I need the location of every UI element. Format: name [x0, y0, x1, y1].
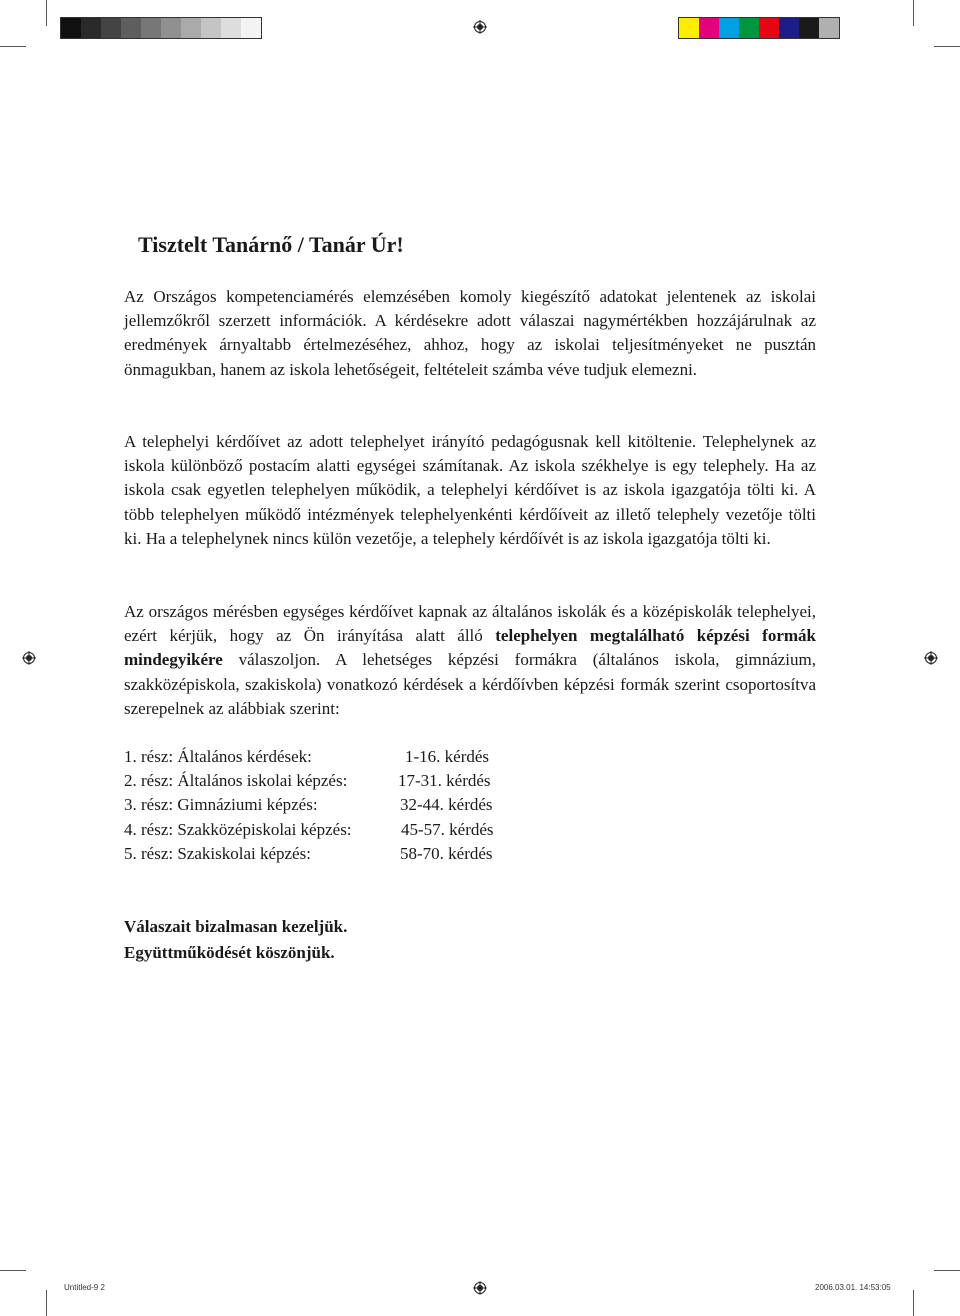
registration-mark-icon	[924, 651, 938, 665]
part-label: 5. rész: Szakiskolai képzés:	[124, 843, 311, 863]
thanks-line: Együttműködését köszönjük.	[124, 943, 335, 962]
part-label: 3. rész: Gimnáziumi képzés:	[124, 795, 318, 815]
crop-mark	[0, 1270, 26, 1271]
question-range: 32-44. kérdés	[400, 795, 493, 815]
emphasis-text: telephelyen megtalálható képzési formák mindegyikére	[124, 626, 816, 670]
crop-mark	[913, 0, 914, 26]
list-item	[124, 842, 494, 866]
crop-mark	[934, 1270, 960, 1271]
registration-mark-icon	[473, 1281, 487, 1295]
crop-mark	[46, 1290, 47, 1316]
crop-mark	[0, 46, 26, 47]
paragraph-text: Az országos mérésben egységes kérdőívet kapnak az általános iskolák és a középiskolák telephelyei, ezért kérjük, hogy az Ön irányítása alatt álló	[124, 602, 816, 646]
questionnaire-parts-list	[124, 745, 494, 866]
color-swatch	[719, 18, 739, 38]
color-swatch	[141, 18, 161, 38]
grayscale-color-bar	[60, 17, 262, 39]
paragraph-text: válaszoljon. A lehetséges képzési formákra (általános iskola, gimnázium, szakközépiskola, szakiskola) vonatkozó kérdések a kérdőívben képzési formák szerint csoportosítva szerepelnek az alábbiak szerint:	[124, 650, 816, 718]
confidentiality-line: Válaszait bizalmasan kezeljük.	[124, 917, 348, 936]
color-swatch	[61, 18, 81, 38]
question-range: 17-31. kérdés	[398, 771, 491, 791]
crop-mark	[46, 0, 47, 26]
color-swatch	[101, 18, 121, 38]
list-item	[124, 745, 494, 769]
color-swatch	[759, 18, 779, 38]
list-item	[124, 769, 494, 793]
color-swatch	[201, 18, 221, 38]
cmyk-color-bar	[678, 17, 840, 39]
training-forms-paragraph	[124, 600, 816, 721]
crop-mark	[934, 46, 960, 47]
slug-filename: Untitled-9 2	[64, 1283, 105, 1292]
color-swatch	[679, 18, 699, 38]
color-swatch	[161, 18, 181, 38]
crop-mark	[913, 1290, 914, 1316]
color-swatch	[81, 18, 101, 38]
question-range: 45-57. kérdés	[401, 819, 494, 839]
registration-mark-icon	[473, 20, 487, 34]
color-swatch	[779, 18, 799, 38]
part-label: 4. rész: Szakközépiskolai képzés:	[124, 819, 352, 839]
greeting-heading: Tisztelt Tanárnő / Tanár Úr!	[138, 232, 404, 257]
color-swatch	[819, 18, 839, 38]
part-label: 1. rész: Általános kérdések:	[124, 747, 312, 766]
color-swatch	[739, 18, 759, 38]
color-swatch	[241, 18, 261, 38]
question-range: 1-16. kérdés	[405, 747, 490, 766]
color-swatch	[181, 18, 201, 38]
color-swatch	[121, 18, 141, 38]
color-swatch	[221, 18, 241, 38]
closing-remarks	[124, 914, 347, 966]
part-label: 2. rész: Általános iskolai képzés:	[124, 771, 348, 791]
color-swatch	[699, 18, 719, 38]
site-questionnaire-paragraph: A telephelyi kérdőívet az adott telephelyet irányító pedagógusnak kell kitöltenie. Telephelynek az iskola különböző postacím alatti egységei számítanak. Az iskola székhelye is egy telephely. Ha az iskola csak egyetlen telephelyen működik, a telephelyi kérdőívet is az iskola igazgatója tölti ki. A több telephelyen működő intézmények telephelyenkénti kérdőíveit az illető telephely vezetője tölti ki. Ha a telephelynek nincs külön vezetője, a telephely kérdőívét is az iskola igazgatója tölti ki.	[124, 432, 816, 548]
color-swatch	[799, 18, 819, 38]
list-item	[124, 793, 494, 817]
list-item	[124, 818, 494, 842]
question-range: 58-70. kérdés	[400, 843, 493, 863]
intro-paragraph: Az Országos kompetenciamérés elemzésében komoly kiegészítő adatokat jelentenek az iskolai jellemzőkről szerzett információk. A kérdésekre adott válaszai nagymértékben hozzájárulnak az eredmények árnyaltabb értelmezéséhez, ahhoz, hogy az iskolai teljesítményeket ne pusztán önmagukban, hanem az iskola lehetőségeit, feltételeit számba véve tudjuk elemezni.	[124, 287, 816, 379]
registration-mark-icon	[22, 651, 36, 665]
slug-timestamp: 2006.03.01. 14:53:05	[815, 1283, 891, 1292]
